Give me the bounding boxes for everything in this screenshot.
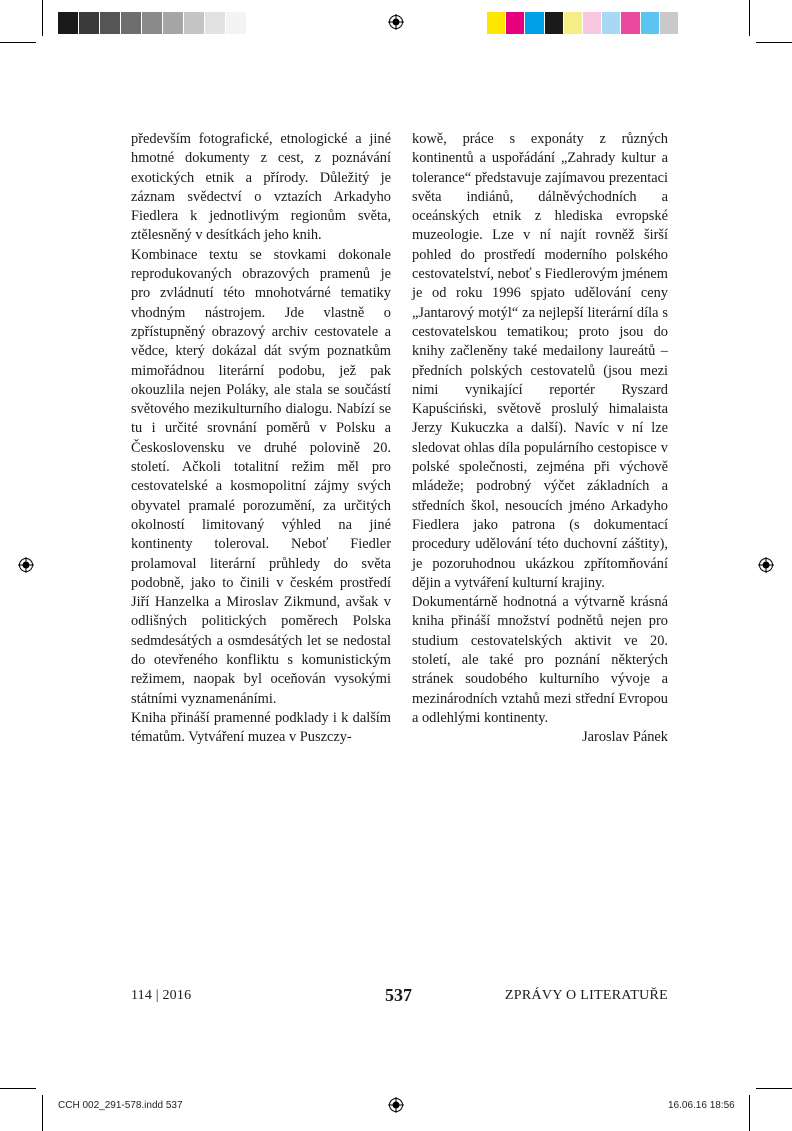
registration-target-icon [388, 1097, 404, 1113]
color-swatch [487, 12, 506, 34]
page-footer [131, 986, 668, 1010]
color-swatch [506, 12, 525, 34]
crop-mark [756, 1088, 792, 1089]
left-text-column [131, 130, 391, 748]
paragraph: především fotografické, etnologické a jiné hmotné dokumenty z cest, z poznávání exotických etnik a přírody. Důležitý je záznam svědectví o vztazích Arkadyho Fiedlera k jednotlivým regionům světa, ztělesněný v desítkách jeho knih. [131, 131, 391, 244]
paragraph: Dokumentárně hodnotná a výtvarně krásná kniha přináší množství podnětů nejen pro studium cestovatelských aktivit ve 20. století, ale také pro poznání některých stránek soudobého kulturního vývoje a mezinárodních vztahů mezi střední Evropou a odlehlými kontinenty. [412, 594, 668, 726]
color-swatch [621, 12, 640, 34]
color-swatch [602, 12, 621, 34]
paragraph: Kombinace textu se stovkami dokonale reprodukovaných obrazových pramenů je pro zvládnutí této mnohotvárné tematiky vhodným nástrojem. Jde vlastně o zpřístupněný obrazový archiv cestovatele a vědce, který dokázal dát svým poznatkům mimořádnou literární podobu, jež pak okouzlila nejen Poláky, ale stala se součástí světového mezikulturního dialogu. Nabízí se tu i určité srovnání poměrů v Polsku a Československu ve druhé polovině 20. století. Ačkoli totalitní režim měl pro cestovatelské a kosmopolitní zájmy svých obyvatel pramalé porozumění, za určitých okolností limitovaný výhled na jiné kontinenty toleroval. Neboť Fiedler prolamoval literární průhledy do světa podobně, jako to činili v českém prostředí Jiří Hanzelka a Miroslav Zikmund, avšak v odlišných politických poměrech Polska sedmdesátých a osmdesátých let se nedostal do otevřeného konfliktu s komunistickým režimem, naopak byl oceňován vysokými státními vyznamenáními. [131, 246, 391, 707]
crop-mark [749, 0, 750, 36]
color-swatch [100, 12, 121, 34]
color-swatch [58, 12, 79, 34]
section-title: ZPRÁVY O LITERATUŘE [504, 988, 668, 1003]
color-swatch [205, 12, 226, 34]
issue-label: 114 | 2016 [131, 988, 192, 1003]
gray-color-bar [58, 12, 247, 34]
color-swatch [79, 12, 100, 34]
color-swatch [641, 12, 660, 34]
author-signature: Jaroslav Pánek [582, 729, 668, 746]
registration-target-icon [388, 14, 404, 30]
color-swatch [583, 12, 602, 34]
crop-mark [0, 42, 36, 43]
paragraph: kowě, práce s exponáty z různých kontinentů a uspořádání „Zahrady kultur a tolerance“ představuje zajímavou prezentaci světa indiánů, dálněvýchodních a oceánských etnik z hlediska evropské muzeologie. Lze v ní najít rovněž širší pohled do prostředí moderního polského cestovatelství, neboť s Fiedlerovým jménem je od roku 1996 spjato udělování ceny „Jantarový motýl“ za nejlepší literární díla s cestovatelskou tematikou; proto jsou do knihy začleněny také medailony laureátů – předních polských cestovatelů (jsou mezi nimi vynikající reportér Ryszard Kapuściński, světově proslulý himalaista Jerzy Kukuczka a další). Navíc v ní lze sledovat ohlas díla populárního cestopisce v polské společnosti, zejména při výchově mládeže; podrobný výčet základních a středních škol, nesoucích jméno Arkadyho Fiedlera jako patrona (s dokumentací procedury udělování této duchovní záštity), je pozoruhodnou ukázkou zpřítomňování dějin a vytváření kulturní krajiny. [412, 131, 668, 591]
color-swatch [525, 12, 544, 34]
color-swatch [564, 12, 583, 34]
crop-mark [0, 1088, 36, 1089]
process-color-bar [487, 12, 679, 34]
color-swatch [545, 12, 564, 34]
color-swatch [163, 12, 184, 34]
crop-mark [749, 1095, 750, 1131]
color-swatch [660, 12, 679, 34]
page-number: 537 [385, 985, 412, 1005]
slug-filename: CCH 002_291-578.indd 537 [58, 1100, 183, 1111]
crop-mark [756, 42, 792, 43]
color-swatch [142, 12, 163, 34]
registration-target-icon [18, 557, 34, 573]
registration-target-icon [758, 557, 774, 573]
color-swatch [121, 12, 142, 34]
crop-mark [42, 1095, 43, 1131]
paragraph: Kniha přináší pramenné podklady i k dalším tématům. Vytváření muzea v Puszczy- [131, 709, 391, 746]
color-swatch [184, 12, 205, 34]
color-swatch [226, 12, 247, 34]
slug-timestamp: 16.06.16 18:56 [668, 1100, 735, 1111]
right-text-column [412, 130, 668, 748]
crop-mark [42, 0, 43, 36]
